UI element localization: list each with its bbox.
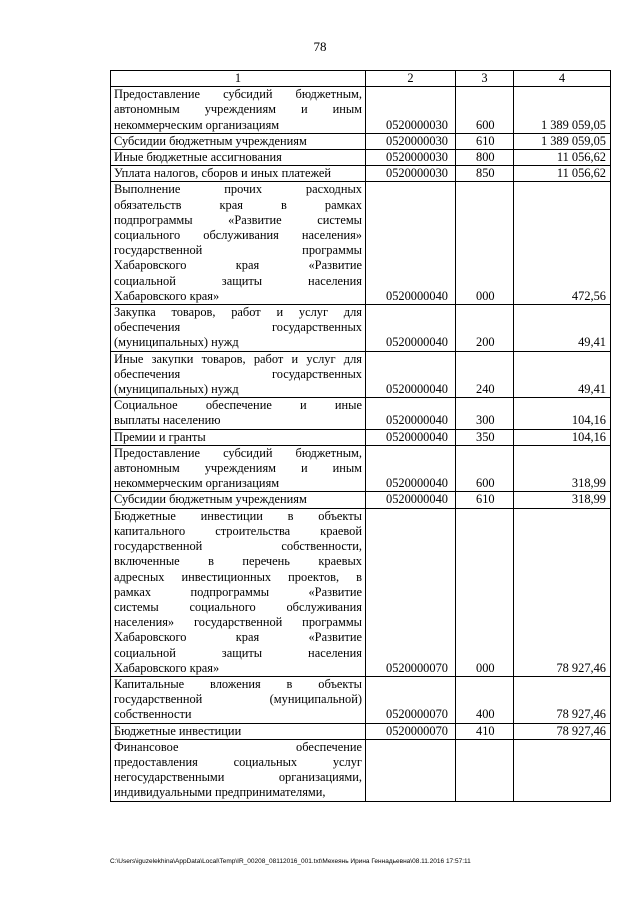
budget-table bbox=[110, 70, 611, 802]
row-code-cell: 0520000030 bbox=[366, 87, 456, 134]
row-name-line: Финансовое обеспечение bbox=[114, 739, 362, 754]
table-row bbox=[111, 445, 611, 492]
row-name-cell bbox=[111, 150, 366, 166]
row-name-line: негосударственными организациями, bbox=[114, 770, 362, 785]
row-name-line: социального обслуживания населения» bbox=[114, 228, 362, 243]
row-name-line: Предоставление субсидий бюджетным, bbox=[114, 445, 362, 460]
table-header-row bbox=[111, 71, 611, 87]
row-name-line: государственной программы bbox=[114, 243, 362, 258]
row-sum-cell: 78 927,46 bbox=[514, 723, 611, 739]
row-name-cell bbox=[111, 492, 366, 508]
row-name-line: Уплата налогов, сборов и иных платежей bbox=[114, 166, 332, 181]
row-name-line: (муниципальных) нужд bbox=[114, 382, 239, 397]
row-name-cell bbox=[111, 739, 366, 801]
row-name-line: Закупка товаров, работ и услуг для bbox=[114, 305, 362, 320]
table-row bbox=[111, 723, 611, 739]
table-row bbox=[111, 87, 611, 134]
row-name-line: системы социального обслуживания bbox=[114, 599, 362, 614]
row-vr-cell: 610 bbox=[456, 133, 514, 149]
row-name-cell bbox=[111, 87, 366, 134]
row-vr-cell: 600 bbox=[456, 87, 514, 134]
table-row bbox=[111, 351, 611, 398]
row-sum-cell: 318,99 bbox=[514, 445, 611, 492]
row-vr-cell: 400 bbox=[456, 676, 514, 723]
row-name-line: включенные в перечень краевых bbox=[114, 554, 362, 569]
row-code-cell bbox=[366, 739, 456, 801]
row-name-cell bbox=[111, 305, 366, 352]
row-name-line: населения» государственной программы bbox=[114, 615, 362, 630]
row-name-line: государственной (муниципальной) bbox=[114, 692, 362, 707]
row-sum-cell: 472,56 bbox=[514, 182, 611, 305]
row-name-line: Субсидии бюджетным учреждениям bbox=[114, 492, 307, 507]
file-path-footer: C:\Users\iguzelekhina\AppData\Local\Temp\IR_00208_08112016_001.txt\Мехеянь Ирина Геннадьевна\08.11.2016 17:57:11 bbox=[110, 858, 471, 865]
table-row bbox=[111, 492, 611, 508]
row-name-line: социальной защиты населения bbox=[114, 273, 362, 288]
row-vr-cell: 410 bbox=[456, 723, 514, 739]
row-code-cell: 0520000070 bbox=[366, 508, 456, 676]
table-row bbox=[111, 429, 611, 445]
table-row bbox=[111, 133, 611, 149]
row-name-cell bbox=[111, 351, 366, 398]
row-vr-cell: 350 bbox=[456, 429, 514, 445]
row-name-line: подпрограммы «Развитие системы bbox=[114, 212, 362, 227]
row-vr-cell: 800 bbox=[456, 150, 514, 166]
row-name-cell bbox=[111, 723, 366, 739]
row-sum-cell: 11 056,62 bbox=[514, 166, 611, 182]
row-name-line: Бюджетные инвестиции в объекты bbox=[114, 508, 362, 523]
row-name-line: государственной собственности, bbox=[114, 539, 362, 554]
row-sum-cell bbox=[514, 739, 611, 801]
row-name-line: капитального строительства краевой bbox=[114, 523, 362, 538]
header-cell: 3 bbox=[456, 71, 514, 87]
row-vr-cell: 850 bbox=[456, 166, 514, 182]
row-sum-cell: 78 927,46 bbox=[514, 676, 611, 723]
row-name-cell bbox=[111, 429, 366, 445]
header-cell: 4 bbox=[514, 71, 611, 87]
row-name-line: обязательств края в рамках bbox=[114, 197, 362, 212]
row-sum-cell: 104,16 bbox=[514, 398, 611, 429]
row-sum-cell: 1 389 059,05 bbox=[514, 87, 611, 134]
row-name-line: некоммерческим организациям bbox=[114, 117, 280, 132]
row-name-line: Хабаровского края» bbox=[114, 660, 220, 675]
table-row bbox=[111, 398, 611, 429]
row-name-line: индивидуальными предпринимателями, bbox=[114, 785, 326, 800]
table-row bbox=[111, 182, 611, 305]
row-code-cell: 0520000040 bbox=[366, 445, 456, 492]
row-code-cell: 0520000070 bbox=[366, 723, 456, 739]
row-name-line: обеспечения государственных bbox=[114, 366, 362, 381]
row-name-line: предоставления социальных услуг bbox=[114, 754, 362, 769]
row-name-line: собственности bbox=[114, 707, 192, 722]
row-vr-cell: 610 bbox=[456, 492, 514, 508]
row-sum-cell: 1 389 059,05 bbox=[514, 133, 611, 149]
row-sum-cell: 318,99 bbox=[514, 492, 611, 508]
row-vr-cell: 240 bbox=[456, 351, 514, 398]
row-vr-cell: 300 bbox=[456, 398, 514, 429]
header-cell: 1 bbox=[111, 71, 366, 87]
row-name-line: адресных инвестиционных проектов, в bbox=[114, 569, 362, 584]
row-name-cell bbox=[111, 166, 366, 182]
row-name-line: Капитальные вложения в объекты bbox=[114, 676, 362, 691]
table-row bbox=[111, 166, 611, 182]
row-name-line: Иные закупки товаров, работ и услуг для bbox=[114, 351, 362, 366]
row-name-cell bbox=[111, 445, 366, 492]
row-name-cell bbox=[111, 398, 366, 429]
row-name-line: (муниципальных) нужд bbox=[114, 335, 239, 350]
row-name-line: социальной защиты населения bbox=[114, 645, 362, 660]
row-name-line: Бюджетные инвестиции bbox=[114, 723, 242, 738]
row-vr-cell: 200 bbox=[456, 305, 514, 352]
row-code-cell: 0520000040 bbox=[366, 492, 456, 508]
table-row bbox=[111, 305, 611, 352]
row-code-cell: 0520000040 bbox=[366, 351, 456, 398]
row-name-line: выплаты населению bbox=[114, 413, 221, 428]
page-number: 78 bbox=[313, 39, 327, 54]
row-name-line: некоммерческим организациям bbox=[114, 476, 280, 491]
row-code-cell: 0520000030 bbox=[366, 166, 456, 182]
row-code-cell: 0520000040 bbox=[366, 429, 456, 445]
row-name-line: Иные бюджетные ассигнования bbox=[114, 150, 282, 165]
row-vr-cell: 000 bbox=[456, 182, 514, 305]
row-code-cell: 0520000040 bbox=[366, 398, 456, 429]
row-name-cell bbox=[111, 182, 366, 305]
row-name-line: Выполнение прочих расходных bbox=[114, 182, 362, 197]
table-row bbox=[111, 508, 611, 676]
row-vr-cell bbox=[456, 739, 514, 801]
row-name-line: рамках подпрограммы «Развитие bbox=[114, 584, 362, 599]
table-row bbox=[111, 739, 611, 801]
row-name-line: Премии и гранты bbox=[114, 429, 206, 444]
row-sum-cell: 104,16 bbox=[514, 429, 611, 445]
row-name-cell bbox=[111, 133, 366, 149]
row-name-line: автономным учреждениям и иным bbox=[114, 461, 362, 476]
row-sum-cell: 49,41 bbox=[514, 305, 611, 352]
row-sum-cell: 78 927,46 bbox=[514, 508, 611, 676]
row-name-line: Предоставление субсидий бюджетным, bbox=[114, 87, 362, 102]
table-row bbox=[111, 150, 611, 166]
row-code-cell: 0520000040 bbox=[366, 305, 456, 352]
row-code-cell: 0520000070 bbox=[366, 676, 456, 723]
row-vr-cell: 000 bbox=[456, 508, 514, 676]
row-sum-cell: 49,41 bbox=[514, 351, 611, 398]
row-code-cell: 0520000030 bbox=[366, 133, 456, 149]
table-row bbox=[111, 676, 611, 723]
row-name-line: Социальное обеспечение и иные bbox=[114, 398, 362, 413]
row-name-cell bbox=[111, 676, 366, 723]
row-code-cell: 0520000030 bbox=[366, 150, 456, 166]
row-name-line: автономным учреждениям и иным bbox=[114, 102, 362, 117]
row-name-line: Хабаровского края» bbox=[114, 288, 220, 303]
row-code-cell: 0520000040 bbox=[366, 182, 456, 305]
row-name-line: Хабаровского края «Развитие bbox=[114, 630, 362, 645]
row-sum-cell: 11 056,62 bbox=[514, 150, 611, 166]
row-name-line: Субсидии бюджетным учреждениям bbox=[114, 133, 307, 148]
row-vr-cell: 600 bbox=[456, 445, 514, 492]
row-name-line: Хабаровского края «Развитие bbox=[114, 258, 362, 273]
row-name-cell bbox=[111, 508, 366, 676]
row-name-line: обеспечения государственных bbox=[114, 320, 362, 335]
header-cell: 2 bbox=[366, 71, 456, 87]
